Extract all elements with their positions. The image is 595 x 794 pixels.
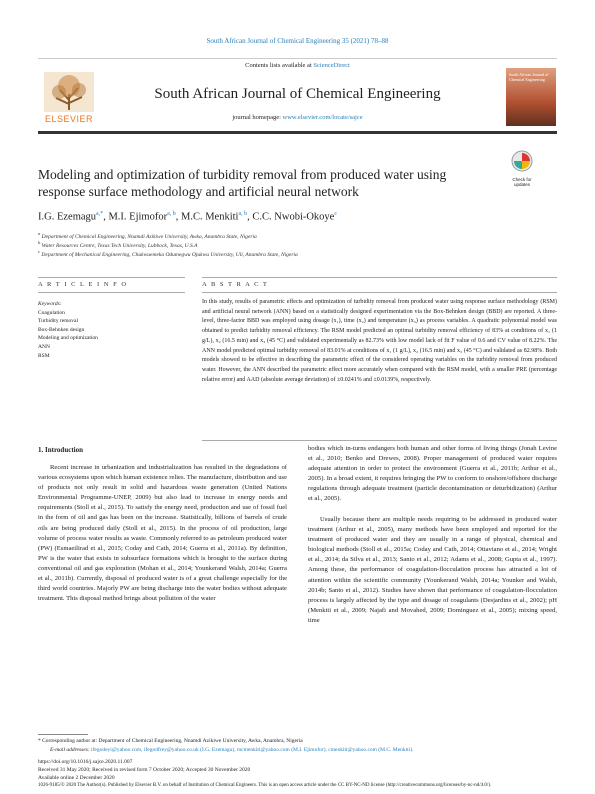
author-sup[interactable]: a, b — [238, 211, 248, 217]
check-for-updates-badge[interactable] — [506, 150, 538, 186]
keyword: Modeling and optimization — [38, 335, 98, 342]
doi-link[interactable]: https://doi.org/10.1016/j.sajce.2020.11.007 — [38, 759, 133, 765]
crossmark-label: Check for updates — [512, 177, 532, 187]
keywords-list — [38, 300, 98, 360]
divider — [202, 277, 557, 278]
keyword: RSM — [38, 352, 50, 359]
keywords-label: Keywords: — [38, 301, 62, 307]
affiliation: $^a$ Department of Chemical Engineering, Nnamdi Azikiwe University, Awka, Anambra State, Nigeria — [38, 231, 257, 240]
article-info-heading: A R T I C L E I N F O — [38, 281, 128, 288]
publisher-name: ELSEVIER — [44, 114, 94, 124]
cover-title: South African Journal of Chemical Engineering — [509, 72, 549, 82]
crossmark-icon — [511, 150, 533, 172]
affiliation: $^c$ Department of Mechanical Engineering, Chukwuemeka Odumegwu Ojukwu University, Uli, Anambra State, Nigeria — [38, 249, 298, 258]
journal-citation[interactable]: South African Journal of Chemical Engineering 35 (2021) 78–88 — [206, 37, 389, 45]
email-note: E-mail addresses: ifegodeyi@yahoo.com, ifegodfrey@yahoo.co.uk (I.G. Ezemagu), mcmenkiti@yahoo.com (M.I. Ejimofor), cmenkiti@yahoo.com (M.C. Menkiti). — [50, 747, 414, 753]
author-name[interactable]: M.I. Ejimofor — [108, 211, 168, 223]
body-column-right-p2: Usually because there are multiple needs requiring to be addressed in produced water treatment (Arthur et al., 2005), many methods have been employed and reported for the treatment of produced water and they are usually in a range of physical, chemical and biological methods (Stoll et al., 2015a; Coday and Cath, 2014; Ottaviano et al., 2014; Wright et al., 2014; da Silva et al., 2013; Santo et al., 2012; Adams et al., 2008; Gupta et al., 1997). Among these, the performance of coagulation-flocculation process has attracted a lot of attention within the scientific community (Younkerand Walsh, 2014a; Younker and Walsh, 2014b; Santo et al., 2012). Studies have shown that performance of coagulation-flocculation process is largely affected by the type and dosage of coagulants (Desjardins et al., 2002); pH (Menkiti et al., 2009; Najafi and Movahed, 2009; Dominguez et al., 2005); mixing speed, time — [308, 516, 557, 624]
journal-title: South African Journal of Chemical Engineering — [154, 86, 441, 102]
contents-line: Contents lists available at ScienceDirect — [245, 62, 350, 69]
corresponding-author-note: * Corresponding author at: Department of Chemical Engineering, Nnamdi Azikiwe University, Awka, Anambra, Nigeria — [38, 738, 303, 744]
abstract-heading: A B S T R A C T — [202, 281, 269, 288]
keyword: Turbidity removal — [38, 318, 78, 325]
author-name[interactable]: I.G. Ezemagu — [38, 211, 97, 223]
article-title: Modeling and optimization of turbidity removal from produced water using response surface methodology and artificial neural network — [38, 167, 447, 199]
section-heading: 1. Introduction — [38, 446, 83, 454]
sciencedirect-link[interactable]: ScienceDirect — [313, 62, 350, 69]
journal-cover-image — [506, 68, 556, 126]
divider — [202, 292, 557, 293]
divider — [38, 292, 185, 293]
keyword: Box-Behnken design — [38, 326, 85, 333]
divider — [38, 277, 185, 278]
body-column-left: Recent increase in urbanization and industrialization has resulted in the degradations of various ecosystems upon which human existence relies. The manufacture, distribution and use of products not only result in solid and hazardous waste generation (United Nations Environmental Programme-UNEP, 2009) but also lead to increase in energy needs and requirements (Stoll et al., 2015). To satisfy the energy need, production and use of fossil fuel in the form of oil and gas has been on the increase. Statistically, billions of barrels of crude oils are being produced daily (Stoll et al., 2015). In the process of oil production, large volume of process water results as waste. Commonly referred to as petroleum produced water (PW) (Esmaeilirad et al., 2015; Coday and Cath, 2014; Guerra et al., 2011a). By definition, PW is the water that exists in subsurface formations which is brought to the surface during conventional oil and gas exploration (Mohan et al., 2014; Younkerand Walsh, 2014a; Guerra et al., 2011b). Currently, disposal of produced water is of a great challenge especially for the third world countries. Majorly PW are being discharge into the water bodies without adequate treatment. This disposal method brings about pollution of the water — [38, 464, 287, 603]
journal-homepage: journal homepage: www.elsevier.com/locate/sajce — [232, 114, 363, 121]
author-sup[interactable]: a,* — [96, 211, 104, 217]
received-dates: Received 31 May 2020; Received in revised form 7 October 2020; Accepted 30 November 2020 — [38, 767, 251, 773]
abstract-text: In this study, results of parametric effects and optimization of turbidity removal from produced water using response surface methodology (RSM) and artificial neural network (ANN) based on a statistically designed experimentation via the Box-Behnken design (BBD) are reported. A three-level, three-factor BBD was employed using dosage (x₁), time (x₂) and temperature (x₃) as process variables. A quadratic polynomial model was obtained to predict turbidity removal efficiency. The RSM model predicted an optimal turbidity removal efficiency of 83% at conditions of x₁ (1 g/L), x₂ (16.5 min) and x₃ (45 °C) and validated experimentally as 82.73% with low model lack of fit F value of 0.6 and CV value of 8.22%. The ANN model predicted optimal turbidity removal of 83.01% at conditions of x₁ (1 g/L), x₂ (16.5 min) and x₃ (45 °C) and validated as 82.98%. Both models showed to be effective in describing the parametric effect of the considered operating variables on the turbidity removal from produced water. However, the ANN described the parametric effect more accurately when compared with the RSM model, with a smaller PRE (percentage relative error) and AAD (absolute average deviation) of ±0.0241% and ±0.0139%, respectively. — [202, 299, 557, 383]
author-name[interactable]: C.C. Nwobi-Okoye — [252, 211, 335, 223]
available-online: Available online 2 December 2020 — [38, 775, 115, 781]
author-name[interactable]: M.C. Menkiti — [181, 211, 239, 223]
author-list: I.G. Ezemagu$^{a,*}$, M.I. Ejimofor$^{a, b}$, M.C. Menkiti$^{a, b}$, C.C. Nwobi-Okoye$^c$ — [38, 211, 338, 223]
affiliation: $^b$ Water Resources Centre, Texas Tech University, Lubbock, Texas, U.S.A — [38, 240, 198, 249]
divider — [202, 440, 557, 441]
elsevier-logo — [40, 70, 98, 125]
keyword: ANN — [38, 343, 50, 350]
footnote-divider — [38, 734, 88, 735]
copyright-notice: 1026-9185/© 2020 The Author(s). Published by Elsevier B.V. on behalf of Institution of Chemical Engineers. This is an open access article under the CC BY-NC-ND license (http://creativecommons.org/licenses/by-nc-nd/4.0/). — [38, 783, 492, 788]
author-sup[interactable]: a, b — [167, 211, 176, 217]
author-sup[interactable]: c — [334, 211, 338, 217]
email-links[interactable]: ifegodeyi@yahoo.com, ifegodfrey@yahoo.co.uk (I.G. Ezemagu), mcmenkiti@yahoo.com (M.I. Ejimofor), cmenkiti@yahoo.com (M.C. Menkiti). — [91, 747, 414, 753]
homepage-link[interactable]: www.elsevier.com/locate/sajce — [282, 114, 363, 121]
keyword: Coagulation — [38, 309, 65, 316]
body-column-right-p1: bodies which in-turns endangers both human and other forms of living things (Jonah Levine et al., 2010; Benko and Drewes, 2008). Proper management of produced water requires adequate attention in order to protect the environment (Guerra et al., 2011b; Arthur et al., 2005). In a broad extent, it requires bringing the PW to conform to onshore/offshore discharge regulations through adequate treatment (particle decontamination or deturbidization) (Arthur et al., 2005). — [308, 445, 557, 503]
